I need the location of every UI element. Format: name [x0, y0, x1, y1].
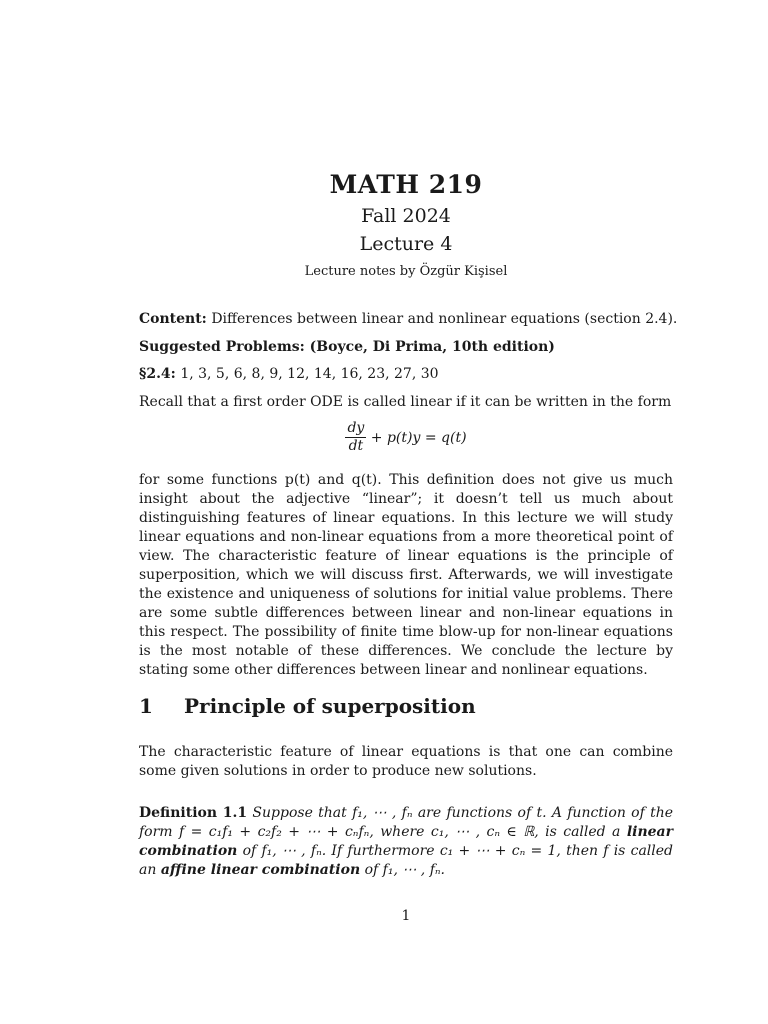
intro-paragraph: for some functions p(t) and q(t). This definition does not give us much insight about the adjective “linear”; it doesn’t tell us much about distinguishing features of linear equations. In this lecture we will study linear equations and non-linear equations from a more theoretical point of view. The characteristic feature of linear equations is the principle of superposition, which we will discuss first. Afterwards, we will investigate the existence and uniqueness of solutions for initial value problems. There are some subtle differences between linear and non-linear equations in this respect. The possibility of finite time blow-up for non-linear equations is the most notable of these differences. We conclude the lecture by stating some other differences between linear and nonlinear equations.	[139, 472, 673, 678]
problems-label: §2.4:	[139, 366, 176, 382]
section-number: 1	[139, 694, 153, 718]
fraction-numerator: dy	[347, 420, 365, 436]
section-paragraph: The characteristic feature of linear equations is that one can combine some given solutions in order to produce new solutions.	[139, 744, 673, 779]
fraction-denominator: dt	[348, 438, 364, 454]
problems-line	[139, 366, 439, 382]
definition-text-2: of f₁, ⋯ , fₙ. If furthermore c₁ + ⋯ + cₙ = 1, then f is called an	[139, 843, 673, 878]
content-line	[139, 311, 677, 327]
definition-text-3: of f₁, ⋯ , fₙ.	[364, 862, 446, 878]
definition-label: Definition 1.1	[139, 805, 248, 821]
linear-combination-term: linear combination	[139, 824, 673, 859]
suggested-problems-label: Suggested Problems: (Boyce, Di Prima, 10th edition)	[139, 339, 555, 355]
recall-sentence: Recall that a first order ODE is called linear if it can be written in the form	[139, 394, 672, 410]
author-line: Lecture notes by Özgür Kişisel	[304, 264, 508, 279]
section-title: Principle of superposition	[184, 694, 476, 718]
term-subtitle: Fall 2024	[361, 205, 451, 227]
affine-linear-combination-term: affine linear combination	[160, 862, 361, 878]
derivative-fraction	[345, 420, 366, 455]
problems-list: 1, 3, 5, 6, 8, 9, 12, 14, 16, 23, 27, 30	[180, 366, 439, 382]
course-title: MATH 219	[329, 170, 483, 199]
content-label: Content:	[139, 311, 207, 327]
content-text: Differences between linear and nonlinear equations (section 2.4).	[211, 311, 678, 327]
definition-block	[139, 804, 673, 880]
definition-text-1: Suppose that f₁, ⋯ , fₙ are functions of t. A function of the form f = c₁f₁ + c₂f₂ + ⋯ + cₙfₙ, where c₁, ⋯ , cₙ ∈ ℝ, is called a	[139, 805, 673, 840]
linear-ode-equation	[139, 420, 673, 455]
lecture-subtitle: Lecture 4	[359, 233, 453, 255]
suggested-problems-line	[139, 339, 555, 355]
page-number: 1	[401, 908, 411, 924]
equation-rest: + p(t)y = q(t)	[370, 429, 467, 446]
section-heading	[139, 694, 476, 718]
